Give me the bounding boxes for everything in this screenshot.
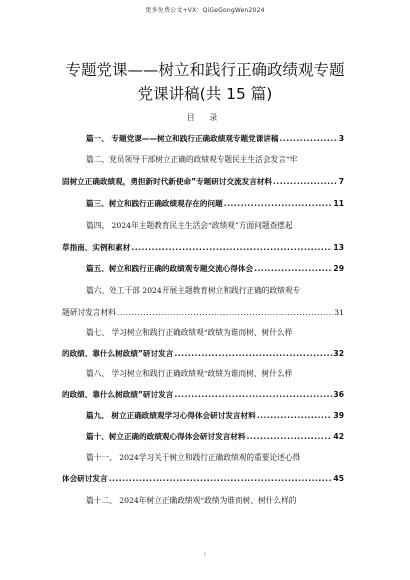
toc-entry-text: 篇三、树立和践行正确政绩观存在的问题: [86, 199, 223, 208]
toc-page-number: 32: [333, 349, 344, 358]
toc-leader: [117, 306, 333, 320]
toc-entry[interactable]: [86, 284, 348, 298]
toc-leader: [257, 409, 333, 423]
toc-page-number: 31: [334, 308, 344, 317]
toc-entry-text: 草指南、实例和素材: [62, 243, 131, 252]
toc-entry-text: 篇一、 专题党课——树立和践行正确政绩观专题党课讲稿: [86, 134, 279, 143]
toc-entry-text: 体会研讨发言: [62, 474, 108, 483]
toc-page-number: 45: [333, 474, 344, 483]
toc-entry[interactable]: [86, 326, 348, 340]
toc-leader: [280, 132, 338, 146]
toc-entry-text: 固树立正确政绩观，勇担新时代新使命”专题研讨交流发言材料: [62, 177, 273, 186]
toc-page-number: 42: [333, 432, 344, 441]
toc-page-number: 29: [333, 264, 344, 273]
toc-leader: [109, 472, 333, 486]
toc-entry-continuation[interactable]: [62, 306, 344, 320]
toc-entry-text: 的政绩、靠什么树政绩”研讨发言: [62, 390, 174, 399]
toc-entry-text: 题研讨发言材料: [62, 308, 116, 317]
toc-entry-text: 篇十二、 2024年树立正确政绩观“政绩为谁而树、树什么样的: [86, 496, 297, 505]
toc-entry-text: 篇五、树立和践行正确的政绩观专题交流心得体会: [86, 264, 254, 273]
toc-page-number: 36: [333, 390, 344, 399]
toc-page-number: 13: [333, 243, 344, 252]
toc-entry-text: 篇十一、 2024学习关于树立和践行正确政绩观的重要论述心得: [86, 453, 301, 462]
toc-entry-text: 篇七、 学习树立和践行正确政绩观“政绩为谁而树、树什么样: [86, 328, 293, 337]
toc-entry[interactable]: [86, 197, 344, 211]
toc-entry[interactable]: [86, 219, 348, 233]
toc-entry[interactable]: [86, 409, 344, 423]
toc-entry-text: 篇九、 树立正确政绩观学习心得体会研讨发言材料: [86, 411, 256, 420]
toc-leader: [246, 430, 332, 444]
toc-leader: [174, 347, 332, 361]
toc-entry[interactable]: [86, 153, 348, 167]
toc-entry[interactable]: [86, 494, 348, 508]
toc-page-number: 39: [333, 411, 344, 420]
toc-heading: 目 录: [186, 113, 224, 122]
toc-leader: [131, 241, 332, 255]
toc-page-number: 7: [338, 177, 344, 186]
toc-entry[interactable]: [86, 430, 344, 444]
toc-entry-text: 篇六、处工干部 2024开展主题教育树立和践行正确的政绩观专: [86, 286, 301, 295]
page-number-footer: 1: [203, 552, 207, 558]
toc-entry-continuation[interactable]: [62, 347, 344, 361]
toc-entry[interactable]: [86, 367, 348, 381]
header-note: 更多免费公文+VX：QiGeGongWen2024: [145, 7, 265, 14]
toc-entry-continuation[interactable]: [62, 388, 344, 402]
toc-entry-continuation[interactable]: [62, 175, 344, 189]
toc-entry-text: 篇二、党员领导干部树立正确的政绩观专题民主生活会发言“牢: [86, 155, 298, 164]
toc-entry-text: 的政绩、靠什么树政绩”研讨发言: [62, 349, 174, 358]
toc-entry[interactable]: [86, 451, 348, 465]
toc-entry-text: 篇十、树立正确的政绩观心得体会研讨发言材料: [86, 432, 246, 441]
toc-leader: [224, 197, 333, 211]
toc-leader: [174, 388, 332, 402]
toc-leader: [254, 262, 332, 276]
toc-leader: [273, 175, 338, 189]
toc-entry-text: 篇八、 学习树立和践行正确政绩观“政绩为谁而树、树什么样: [86, 369, 293, 378]
toc-entry[interactable]: [86, 262, 344, 276]
title-line-2: 党课讲稿(共 15 篇): [137, 85, 273, 103]
toc-entry-text: 篇四、 2024年主题教育民主生活会“政绩观”方面问题查摆起: [86, 221, 293, 230]
toc-entry[interactable]: [86, 132, 344, 146]
toc-page-number: 11: [333, 199, 344, 208]
toc-entry-continuation[interactable]: [62, 472, 344, 486]
toc-entry-continuation[interactable]: [62, 241, 344, 255]
toc-page-number: 3: [338, 134, 344, 143]
title-line-1: 专题党课——树立和践行正确政绩观专题: [65, 61, 345, 79]
